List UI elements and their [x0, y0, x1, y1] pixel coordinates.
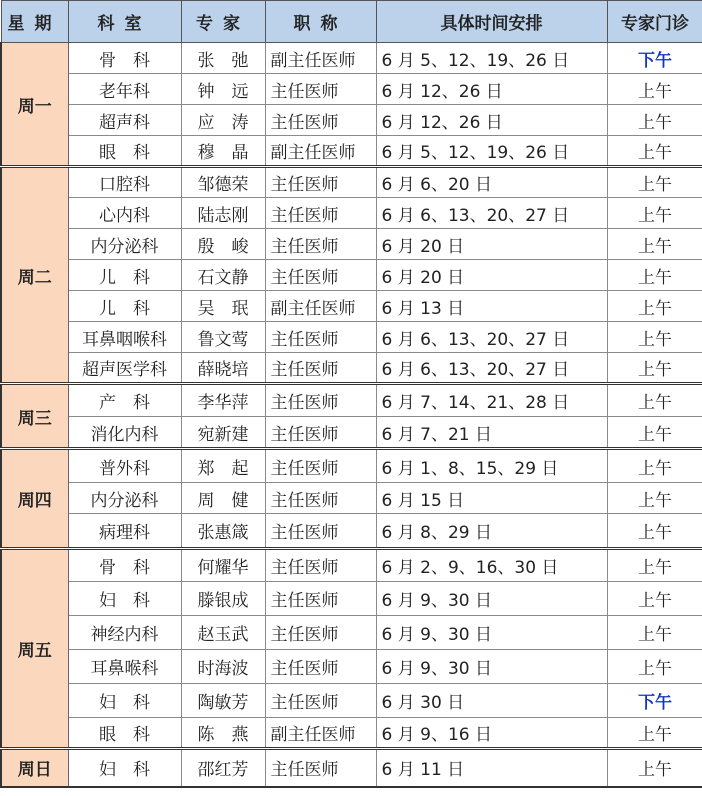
expert-cell: 陶敏芳: [181, 684, 265, 718]
table-row: [1, 291, 702, 322]
dates-cell: 6 月 11 日: [376, 749, 607, 787]
title-cell: 主任医师: [265, 749, 376, 787]
dates-cell: 6 月 9、30 日: [376, 616, 607, 650]
dates-cell: 6 月 6、13、20、27 日: [376, 353, 607, 384]
expert-cell: 赵玉武: [181, 616, 265, 650]
dates-cell: 6 月 6、13、20、27 日: [376, 198, 607, 229]
department-cell: 老年科: [68, 74, 181, 105]
expert-cell: 邹德荣: [181, 167, 265, 198]
clinic-period-cell: 上午: [607, 417, 702, 449]
table-row: [1, 167, 702, 198]
department-cell: 妇 科: [68, 749, 181, 787]
table-row: [1, 549, 702, 582]
title-cell: 主任医师: [265, 417, 376, 449]
department-cell: 耳鼻咽喉科: [68, 322, 181, 353]
table-row: [1, 749, 702, 787]
clinic-period-cell: 上午: [607, 260, 702, 291]
title-cell: 主任医师: [265, 353, 376, 384]
department-cell: 消化内科: [68, 417, 181, 449]
expert-cell: 陈 燕: [181, 718, 265, 749]
weekday-cell: 周日: [1, 749, 68, 787]
title-cell: 副主任医师: [265, 43, 376, 74]
department-cell: 心内科: [68, 198, 181, 229]
department-cell: 普外科: [68, 449, 181, 483]
title-cell: 副主任医师: [265, 136, 376, 167]
clinic-period-cell: 上午: [607, 449, 702, 483]
dates-cell: 6 月 20 日: [376, 229, 607, 260]
dates-cell: 6 月 8、29 日: [376, 514, 607, 549]
department-cell: 妇 科: [68, 582, 181, 616]
dates-cell: 6 月 9、30 日: [376, 650, 607, 684]
expert-cell: 应 涛: [181, 105, 265, 136]
department-cell: 儿 科: [68, 260, 181, 291]
header-row: [1, 1, 702, 43]
expert-cell: 张惠箴: [181, 514, 265, 549]
weekday-cell: 周四: [1, 449, 68, 549]
title-cell: 主任医师: [265, 229, 376, 260]
dates-cell: 6 月 9、16 日: [376, 718, 607, 749]
table-row: [1, 483, 702, 514]
table-row: [1, 43, 702, 74]
clinic-period-cell: 上午: [607, 105, 702, 136]
clinic-period-cell: 上午: [607, 549, 702, 582]
title-cell: 主任医师: [265, 198, 376, 229]
dates-cell: 6 月 5、12、19、26 日: [376, 43, 607, 74]
expert-cell: 鲁文莺: [181, 322, 265, 353]
expert-cell: 吴 珉: [181, 291, 265, 322]
table-row: [1, 198, 702, 229]
dates-cell: 6 月 2、9、16、30 日: [376, 549, 607, 582]
header-schedule: 具体时间安排: [376, 1, 607, 43]
title-cell: 主任医师: [265, 582, 376, 616]
department-cell: 妇 科: [68, 684, 181, 718]
expert-cell: 钟 远: [181, 74, 265, 105]
weekday-cell: 周三: [1, 384, 68, 449]
title-cell: 主任医师: [265, 260, 376, 291]
title-cell: 主任医师: [265, 322, 376, 353]
expert-cell: 时海波: [181, 650, 265, 684]
dates-cell: 6 月 7、14、21、28 日: [376, 384, 607, 417]
expert-cell: 薛晓培: [181, 353, 265, 384]
dates-cell: 6 月 9、30 日: [376, 582, 607, 616]
dates-cell: 6 月 15 日: [376, 483, 607, 514]
expert-cell: 张 弛: [181, 43, 265, 74]
schedule-body: [1, 43, 702, 787]
clinic-period-cell: 上午: [607, 74, 702, 105]
clinic-period-cell: 上午: [607, 718, 702, 749]
clinic-period-cell: 上午: [607, 749, 702, 787]
clinic-period-cell: 下午: [607, 684, 702, 718]
expert-cell: 周 健: [181, 483, 265, 514]
table-row: [1, 229, 702, 260]
title-cell: 主任医师: [265, 549, 376, 582]
table-row: [1, 514, 702, 549]
title-cell: 主任医师: [265, 167, 376, 198]
clinic-period-cell: 上午: [607, 384, 702, 417]
table-row: [1, 616, 702, 650]
dates-cell: 6 月 1、8、15、29 日: [376, 449, 607, 483]
table-row: [1, 136, 702, 167]
expert-cell: 邵红芳: [181, 749, 265, 787]
dates-cell: 6 月 7、21 日: [376, 417, 607, 449]
clinic-period-cell: 上午: [607, 582, 702, 616]
dates-cell: 6 月 12、26 日: [376, 105, 607, 136]
table-row: [1, 260, 702, 291]
dates-cell: 6 月 5、12、19、26 日: [376, 136, 607, 167]
clinic-period-cell: 上午: [607, 322, 702, 353]
department-cell: 儿 科: [68, 291, 181, 322]
header-expert: 专家: [181, 1, 265, 43]
clinic-period-cell: 上午: [607, 167, 702, 198]
weekday-cell: 周二: [1, 167, 68, 384]
table-row: [1, 417, 702, 449]
table-row: [1, 353, 702, 384]
title-cell: 主任医师: [265, 483, 376, 514]
title-cell: 副主任医师: [265, 291, 376, 322]
department-cell: 骨 科: [68, 549, 181, 582]
clinic-period-cell: 上午: [607, 291, 702, 322]
department-cell: 超声医学科: [68, 353, 181, 384]
clinic-period-cell: 上午: [607, 514, 702, 549]
department-cell: 耳鼻喉科: [68, 650, 181, 684]
expert-cell: 李华萍: [181, 384, 265, 417]
table-row: [1, 322, 702, 353]
dates-cell: 6 月 13 日: [376, 291, 607, 322]
dates-cell: 6 月 6、13、20、27 日: [376, 322, 607, 353]
department-cell: 眼 科: [68, 136, 181, 167]
title-cell: 主任医师: [265, 650, 376, 684]
title-cell: 主任医师: [265, 105, 376, 136]
clinic-period-cell: 上午: [607, 650, 702, 684]
title-cell: 主任医师: [265, 684, 376, 718]
clinic-period-cell: 上午: [607, 616, 702, 650]
department-cell: 内分泌科: [68, 483, 181, 514]
department-cell: 神经内科: [68, 616, 181, 650]
dates-cell: 6 月 30 日: [376, 684, 607, 718]
dates-cell: 6 月 6、20 日: [376, 167, 607, 198]
dates-cell: 6 月 20 日: [376, 260, 607, 291]
expert-cell: 滕银成: [181, 582, 265, 616]
header-clinic-period: 专家门诊: [607, 1, 702, 43]
title-cell: 副主任医师: [265, 718, 376, 749]
clinic-period-cell: 上午: [607, 483, 702, 514]
title-cell: 主任医师: [265, 74, 376, 105]
clinic-period-cell: 上午: [607, 198, 702, 229]
clinic-period-cell: 下午: [607, 43, 702, 74]
department-cell: 内分泌科: [68, 229, 181, 260]
dates-cell: 6 月 12、26 日: [376, 74, 607, 105]
header-title: 职称: [265, 1, 376, 43]
weekday-cell: 周一: [1, 43, 68, 167]
clinic-period-cell: 上午: [607, 353, 702, 384]
title-cell: 主任医师: [265, 384, 376, 417]
title-cell: 主任医师: [265, 616, 376, 650]
table-row: [1, 684, 702, 718]
table-row: [1, 384, 702, 417]
weekday-cell: 周五: [1, 549, 68, 749]
department-cell: 产 科: [68, 384, 181, 417]
department-cell: 骨 科: [68, 43, 181, 74]
expert-cell: 穆 晶: [181, 136, 265, 167]
clinic-period-cell: 上午: [607, 229, 702, 260]
department-cell: 眼 科: [68, 718, 181, 749]
expert-cell: 陆志刚: [181, 198, 265, 229]
expert-cell: 宛新建: [181, 417, 265, 449]
expert-cell: 郑 起: [181, 449, 265, 483]
department-cell: 病理科: [68, 514, 181, 549]
department-cell: 超声科: [68, 105, 181, 136]
clinic-period-cell: 上午: [607, 136, 702, 167]
header-day: 星期: [1, 1, 68, 43]
department-cell: 口腔科: [68, 167, 181, 198]
header-department: 科室: [68, 1, 181, 43]
title-cell: 主任医师: [265, 449, 376, 483]
expert-cell: 何耀华: [181, 549, 265, 582]
table-row: [1, 582, 702, 616]
table-row: [1, 718, 702, 749]
expert-cell: 石文静: [181, 260, 265, 291]
table-row: [1, 74, 702, 105]
table-row: [1, 650, 702, 684]
expert-cell: 殷 峻: [181, 229, 265, 260]
table-row: [1, 105, 702, 136]
table-row: [1, 449, 702, 483]
title-cell: 主任医师: [265, 514, 376, 549]
